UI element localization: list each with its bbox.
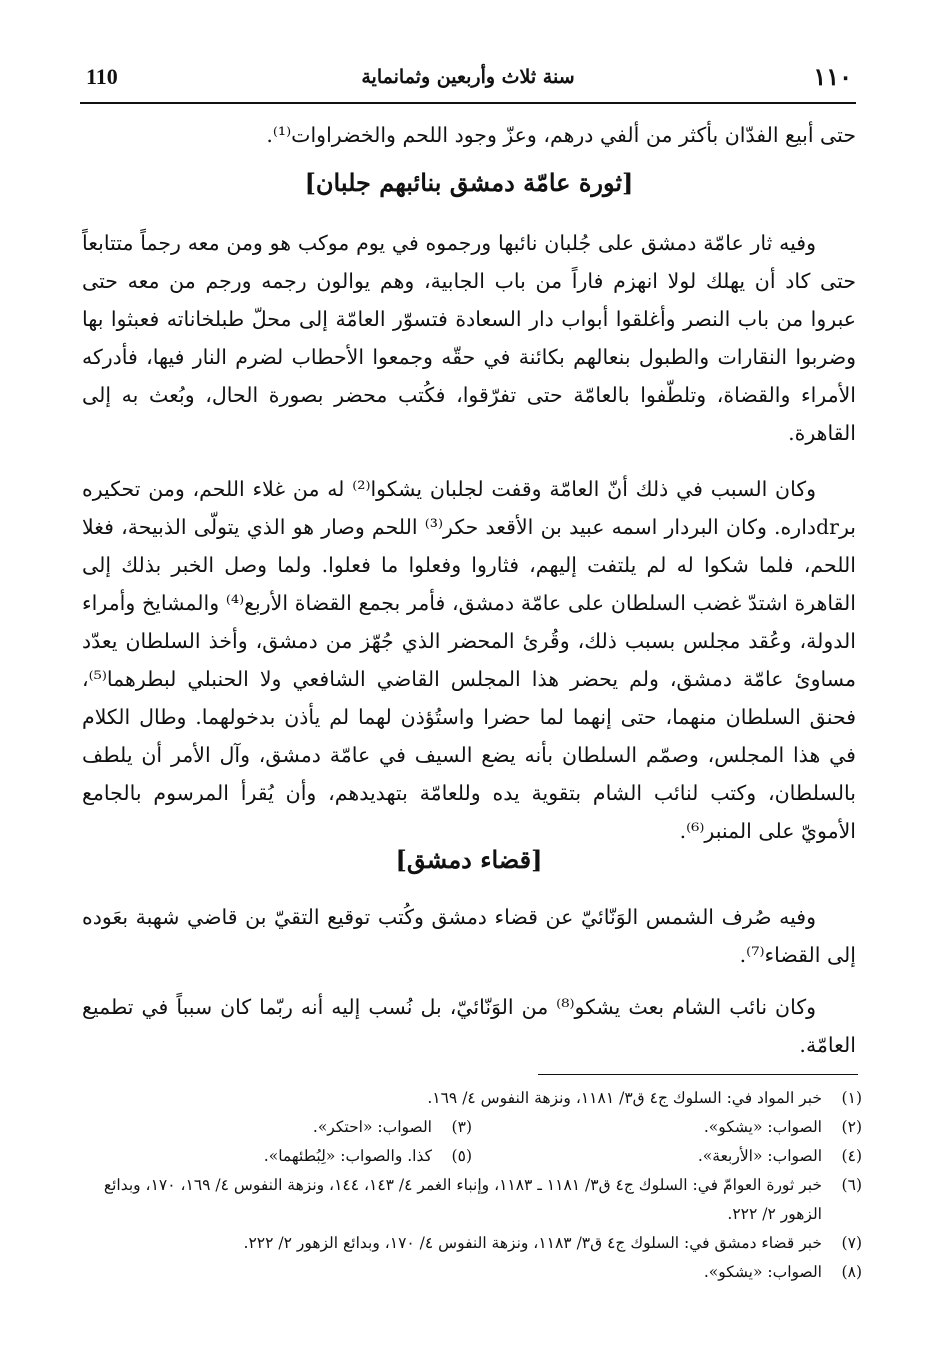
footnote <box>82 1142 472 1171</box>
footnote-number: (٧) <box>841 1234 862 1252</box>
footnote <box>472 1113 862 1142</box>
footnote <box>82 1171 862 1229</box>
footnote <box>82 1258 862 1287</box>
footnote-number: (٤) <box>841 1147 862 1165</box>
footnote-row <box>82 1142 862 1171</box>
footnote <box>82 1113 472 1142</box>
footnote-text: الصواب: «احتكر». <box>312 1118 432 1136</box>
footnote-number: (٢) <box>841 1118 862 1136</box>
footnote-text: خبر قضاء دمشق في: السلوك ج٤ ق٣/ ١١٨٣، ونزهة النفوس ٤/ ١٧٠، وبدائع الزهور ٢/ ٢٢٢. <box>243 1234 822 1252</box>
page-number-latin: 110 <box>86 64 118 89</box>
running-title: سنة ثلاث وأربعين وثمانماية <box>361 66 575 88</box>
intro-line: حتى أبيع الفدّان بأكثر من ألفي درهم، وعزّ وجود اللحم والخضراوات⁽¹⁾. <box>266 123 856 147</box>
paragraph: وكان نائب الشام بعث يشكو⁽⁸⁾ من الوَنّائيّ، بل نُسب إليه أنه ربّما كان سبباً في تطميع العامّة. <box>82 995 856 1057</box>
paragraph: وفيه ثار عامّة دمشق على جُلبان نائبها ورجموه في يوم موكب هو ومن معه رجماً متتابعاً حتى كاد أن يهلك لولا انهزم فاراً من باب الجابية، وهم يوالون رجمه ورجم من معه حتى عبروا من باب النصر وأغلقوا أبواب دار السعادة فتسوّر العامّة إلى محلّ طبلخاناته فعبثوا بها وضربوا النقارات والطبول بنعالهم بكائنة في حقّه وجمعوا الأحطاب لضرم النار فيها، فأدركه الأمراء والقضاة، وتلطّفوا بالعامّة حتى تفرّقوا، فكُتب محضر بصورة الحال، وبُعث به إلى القاهرة. <box>82 231 856 445</box>
footnote-number: (٦) <box>841 1176 862 1194</box>
intro-line-block <box>82 116 856 154</box>
footnote-divider <box>538 1074 858 1075</box>
section-judiciary-body <box>82 898 856 1064</box>
footnote-number: (٥) <box>451 1147 472 1165</box>
footnote-text: خبر المواد في: السلوك ج٤ ق٣/ ١١٨١، ونزهة النفوس ٤/ ١٦٩. <box>427 1089 822 1107</box>
section-revolt-body <box>82 224 856 850</box>
footnote-row <box>82 1113 862 1142</box>
footnote <box>472 1142 862 1171</box>
footnotes <box>82 1084 862 1287</box>
footnote-text: خبر ثورة العوامّ في: السلوك ج٤ ق٣/ ١١٨١ ـ ١١٨٣، وإنباء الغمر ٤/ ١٤٣، ١٤٤، ونزهة النفوس ٤/ ١٦٩، ١٧٠، وبدائع الزهور ٢/ ٢٢٢. <box>103 1176 822 1223</box>
footnote-number: (٣) <box>451 1118 472 1136</box>
footnote-text: الصواب: «يشكو». <box>703 1118 822 1136</box>
page-number-arabic: ١١٠ <box>813 62 852 91</box>
section-heading-revolt: [ثورة عامّة دمشق بنائبهم جلبان] <box>304 168 634 197</box>
footnote-text: الصواب: «الأربعة». <box>697 1147 822 1165</box>
footnote <box>82 1229 862 1258</box>
paragraph: وفيه صُرف الشمس الوَنّائيّ عن قضاء دمشق وكُتب توقيع التقيّ بن قاضي شهبة بعَوده إلى القضاء⁽⁷⁾. <box>82 905 856 967</box>
footnote-text: كذا. والصواب: «لِبُطئهما». <box>263 1147 432 1165</box>
footnote-text: الصواب: «يشكو». <box>703 1263 822 1281</box>
paragraph: وكان السبب في ذلك أنّ العامّة وقفت لجلبان يشكوا⁽²⁾ له من غلاء اللحم، ومن تحكيره برdrداره. وكان البردار اسمه عبيد بن الأقعد حكر⁽³⁾ اللحم وصار هو الذي يتولّى الذبيحة، فغلا اللحم، فلما شكوا له لم يلتفت إليهم، فثاروا وفعلوا ما فعلوا. ولما وصل الخبر بذلك إلى القاهرة اشتدّ غضب السلطان على عامّة دمشق، فأمر بجمع القضاة الأربع⁽⁴⁾ والمشايخ وأمراء الدولة، وعُقد مجلس بسبب ذلك، وقُرئ المحضر الذي جُهّز من دمشق، وأخذ السلطان يعدّد مساوئ عامّة دمشق، ولم يحضر هذا المجلس القاضي الشافعي ولا الحنبلي لبطرهما⁽⁵⁾، فحنق السلطان منهما، حتى إنهما لما حضرا واستُؤذن لهما لم يأذن بدخولهما. وطال الكلام في هذا المجلس، وصمّم السلطان بأنه يضع السيف في عامّة دمشق، وآل الأمر أن يلطف بالسلطان، وكتب لنائب الشام بتقوية يده وللعامّة بتهديدهم، وأن يُقرأ المرسوم بالجامع الأمويّ على المنبر⁽⁶⁾. <box>82 477 856 843</box>
section-heading-judiciary: [قضاء دمشق] <box>395 845 543 874</box>
running-header <box>80 60 856 104</box>
footnote <box>82 1084 862 1113</box>
footnote-number: (٨) <box>841 1263 862 1281</box>
footnote-number: (١) <box>841 1089 862 1107</box>
